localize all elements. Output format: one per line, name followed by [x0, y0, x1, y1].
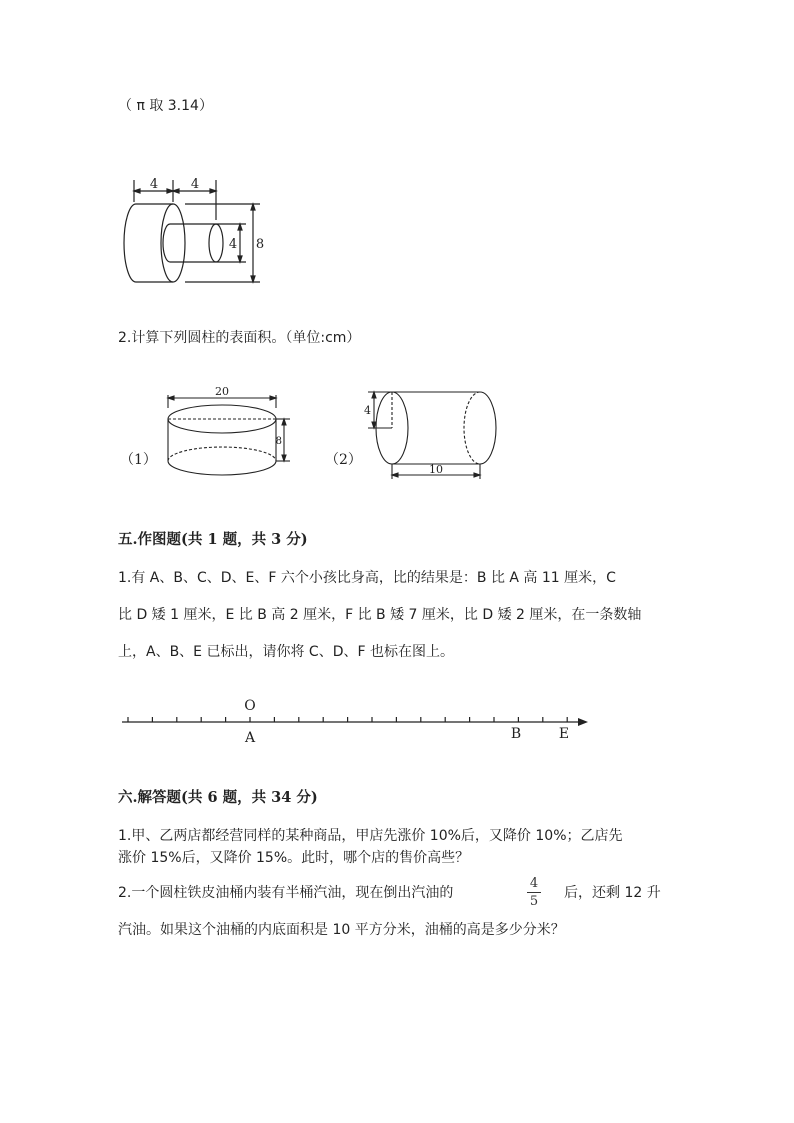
cylinder-1-label: （1）	[120, 452, 157, 468]
section-5-q1-line-2: 比 D 矮 1 厘米，E 比 B 高 2 厘米，F 比 B 矮 7 厘米，比 D 矮 2 厘米，在一条数轴	[118, 607, 642, 623]
number-line-arrow-icon	[578, 718, 588, 726]
number-line	[118, 696, 598, 746]
cylinder-2-diameter: 4	[364, 404, 371, 417]
cylinder-1-height: 8	[275, 436, 282, 447]
number-line-label-e: E	[558, 726, 570, 742]
fraction-four-fifths	[524, 876, 544, 909]
section-5-heading: 五.作图题(共 1 题，共 3 分)	[118, 531, 308, 548]
cylinder-2-figure	[362, 385, 502, 485]
number-line-label-a: A	[244, 730, 256, 746]
section-6-q1-line-2: 涨价 15%后，又降价 15%。此时，哪个店的售价高些？	[118, 850, 470, 866]
fraction-numerator: 4	[529, 876, 539, 891]
section-6-heading: 六.解答题(共 6 题，共 34 分)	[118, 789, 318, 806]
section-6-q1-line-1: 1.甲、乙两店都经营同样的某种商品，甲店先涨价 10%后，又降价 10%；乙店先	[118, 828, 623, 844]
q2-title: 2.计算下列圆柱的表面积。（单位:cm）	[118, 330, 361, 346]
dim-top-right: 4	[190, 177, 200, 192]
fraction-denominator: 5	[529, 894, 539, 909]
pi-note: （ π 取 3.14）	[118, 98, 213, 114]
cylinder-2-length: 10	[429, 463, 443, 476]
dim-top-left: 4	[149, 177, 159, 192]
section-6-q2-before: 2.一个圆柱铁皮油桶内装有半桶汽油，现在倒出汽油的	[118, 885, 454, 901]
cylinder-1-diameter: 20	[215, 385, 229, 398]
section-5-q1-line-3: 上，A、B、E 已标出，请你将 C、D、F 也标在图上。	[118, 644, 454, 660]
cylinder-2-label: （2）	[325, 452, 362, 468]
section-6-q2-after: 后，还剩 12 升	[564, 885, 661, 901]
dim-inner: 4	[228, 237, 238, 252]
composite-cylinder-figure	[118, 172, 278, 292]
section-5-q1-line-1: 1.有 A、B、C、D、E、F 六个小孩比身高，比的结果是：B 比 A 高 11 厘米，C	[118, 570, 616, 586]
number-line-origin-label: O	[244, 698, 256, 714]
dim-outer: 8	[255, 237, 265, 252]
number-line-label-b: B	[510, 726, 522, 742]
cylinder-1-figure	[160, 383, 300, 483]
section-6-q2-line-2: 汽油。如果这个油桶的内底面积是 10 平方分米，油桶的高是多少分米？	[118, 922, 565, 938]
